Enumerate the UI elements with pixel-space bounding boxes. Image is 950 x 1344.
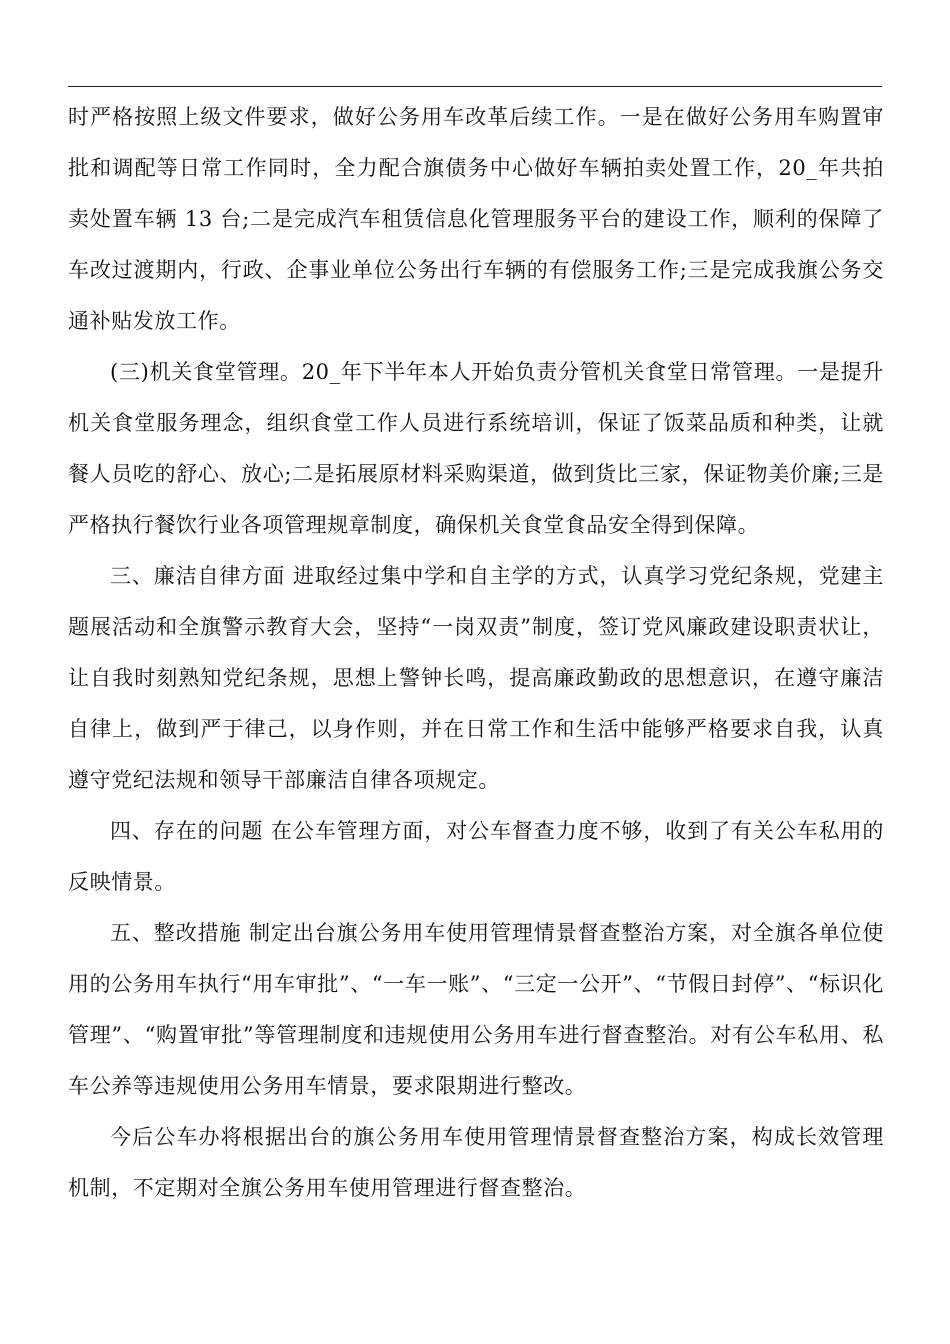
header-rule <box>68 86 882 87</box>
paragraph-vehicle-reform: 时严格按照上级文件要求，做好公务用车改革后续工作。一是在做好公务用车购置审批和调配等日常工作同时，全力配合旗债务中心做好车辆拍卖处置工作，20_年共拍卖处置车辆 13 台;二是完成汽车租赁信息化管理服务平台的建设工作，顺利的保障了车改过渡期内，行政、企事业单位公务出行车辆的有偿服务工作;三是完成我旗公务交通补贴发放工作。 <box>68 105 884 333</box>
document-body <box>68 92 884 1214</box>
paragraph-rectification-measures: 五、整改措施 制定出台旗公务用车使用管理情景督查整治方案，对全旗各单位使用的公务用车执行“用车审批”、“一车一账”、“三定一公开”、“节假日封停”、“标识化管理”、“购置审批”等管理制度和违规使用公务用车进行督查整治。对有公车私用、私车公养等违规使用公务用车情景，要求限期进行整改。 <box>68 921 884 1098</box>
paragraph-existing-problems: 四、存在的问题 在公车管理方面，对公车督查力度不够，收到了有关公车私用的反映情景。 <box>68 819 884 894</box>
paragraph-future-plan: 今后公车办将根据出台的旗公务用车使用管理情景督查整治方案，构成长效管理机制，不定期对全旗公务用车使用管理进行督查整治。 <box>68 1125 884 1200</box>
paragraph-integrity-self-discipline: 三、廉洁自律方面 进取经过集中学和自主学的方式，认真学习党纪条规，党建主题展活动和全旗警示教育大会，坚持“一岗双责”制度，签订党风廉政建设职责状让，让自我时刻熟知党纪条规，思想上警钟长鸣，提高廉政勤政的思想意识，在遵守廉洁自律上，做到严于律己，以身作则，并在日常工作和生活中能够严格要求自我，认真遵守党纪法规和领导干部廉洁自律各项规定。 <box>68 564 884 792</box>
paragraph-canteen-management: (三)机关食堂管理。20_年下半年本人开始负责分管机关食堂日常管理。一是提升机关食堂服务理念，组织食堂工作人员进行系统培训，保证了饭菜品质和种类，让就餐人员吃的舒心、放心;二是拓展原材料采购渠道，做到货比三家，保证物美价廉;三是严格执行餐饮行业各项管理规章制度，确保机关食堂食品安全得到保障。 <box>68 360 884 537</box>
